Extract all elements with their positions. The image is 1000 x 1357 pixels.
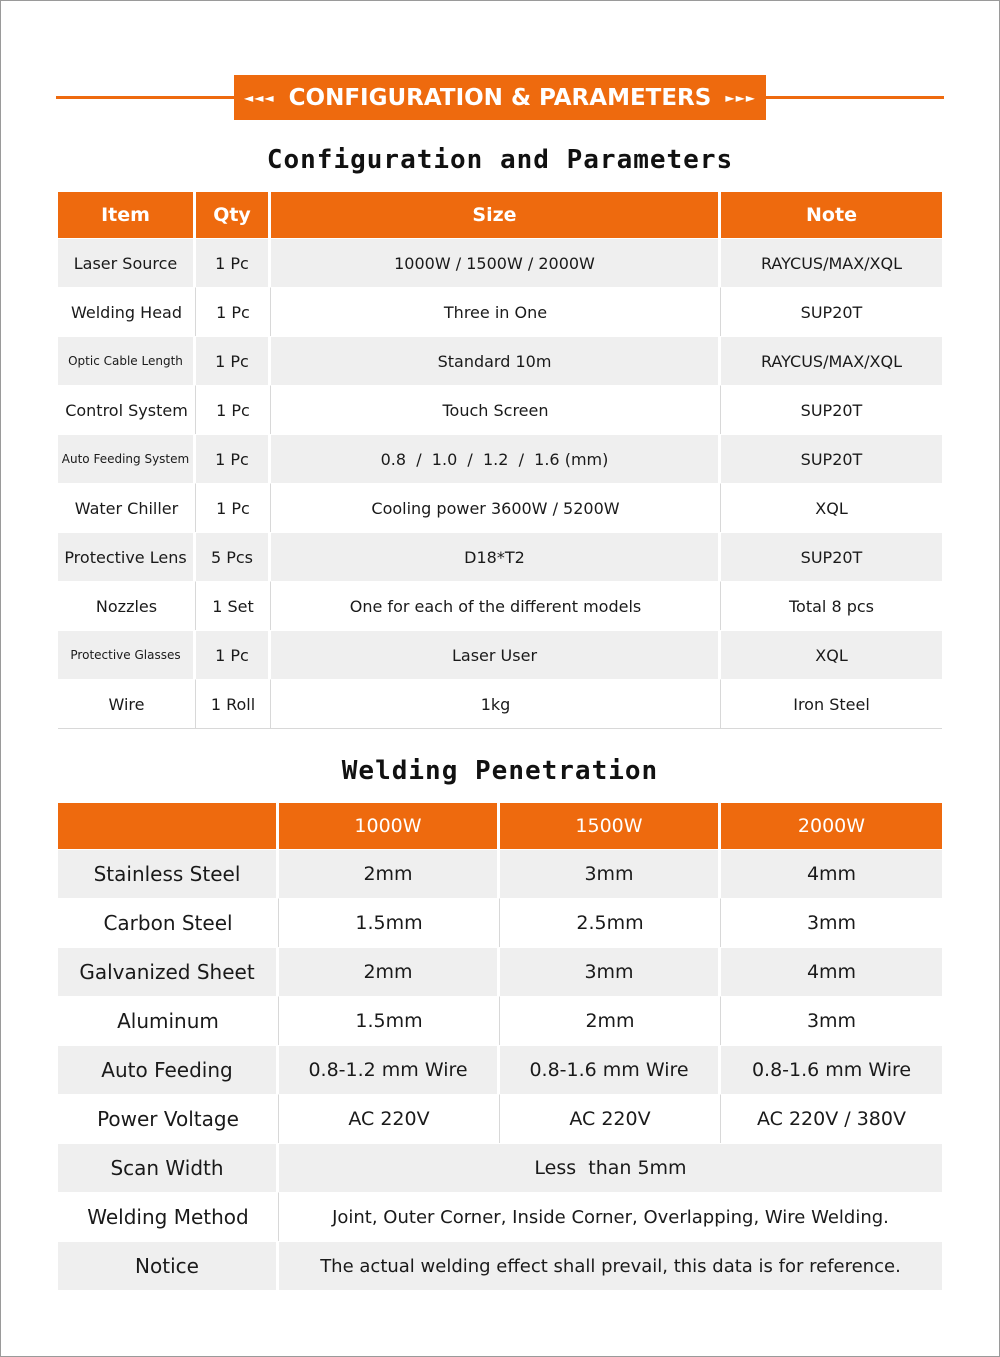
section-banner (234, 75, 766, 120)
value-cell: 2mm (500, 996, 721, 1045)
table-row (58, 581, 942, 630)
item-cell: Laser Source (58, 238, 196, 287)
material-cell: Aluminum (58, 996, 279, 1045)
value-cell: 3mm (500, 849, 721, 898)
value-cell: 3mm (721, 996, 942, 1045)
size-cell: Standard 10m (271, 336, 721, 385)
penetration-table (58, 803, 942, 1290)
table-row (58, 1094, 942, 1143)
value-cell: AC 220V (500, 1094, 721, 1143)
value-cell: AC 220V / 380V (721, 1094, 942, 1143)
material-cell: Galvanized Sheet (58, 947, 279, 996)
size-cell: Laser User (271, 630, 721, 679)
qty-cell: 1 Pc (196, 385, 271, 434)
value-cell: 2mm (279, 849, 500, 898)
item-cell: Protective Lens (58, 532, 196, 581)
header-2000w: 2000W (721, 803, 942, 849)
table-row (58, 996, 942, 1045)
penetration-header-row (58, 803, 942, 849)
header-size: Size (271, 192, 721, 238)
value-cell: AC 220V (279, 1094, 500, 1143)
value-cell: 0.8-1.6 mm Wire (500, 1045, 721, 1094)
header-note: Note (721, 192, 942, 238)
note-cell: XQL (721, 630, 942, 679)
item-cell: Protective Glasses (58, 630, 196, 679)
note-cell: SUP20T (721, 434, 942, 483)
note-cell: RAYCUS/MAX/XQL (721, 336, 942, 385)
note-cell: SUP20T (721, 385, 942, 434)
note-cell: SUP20T (721, 532, 942, 581)
left-arrows-icon: ◄◄◄ (243, 90, 275, 105)
material-cell: Notice (58, 1241, 279, 1290)
size-cell: One for each of the different models (271, 581, 721, 630)
value-cell: 4mm (721, 947, 942, 996)
table-row (58, 630, 942, 679)
table-row (58, 434, 942, 483)
qty-cell: 1 Pc (196, 630, 271, 679)
value-cell: 2.5mm (500, 898, 721, 947)
item-cell: Welding Head (58, 287, 196, 336)
header-blank (58, 803, 279, 849)
table-row (58, 849, 942, 898)
item-cell: Auto Feeding System (58, 434, 196, 483)
table-row (58, 679, 942, 729)
item-cell: Wire (58, 679, 196, 729)
table-row (58, 532, 942, 581)
qty-cell: 5 Pcs (196, 532, 271, 581)
note-cell: XQL (721, 483, 942, 532)
table-row (58, 1143, 942, 1192)
size-cell: Three in One (271, 287, 721, 336)
note-cell: Total 8 pcs (721, 581, 942, 630)
table-row (58, 336, 942, 385)
note-cell: Iron Steel (721, 679, 942, 729)
size-cell: Touch Screen (271, 385, 721, 434)
qty-cell: 1 Pc (196, 336, 271, 385)
header-1000w: 1000W (279, 803, 500, 849)
note-cell: RAYCUS/MAX/XQL (721, 238, 942, 287)
table-row (58, 238, 942, 287)
span-value-cell: Joint, Outer Corner, Inside Corner, Overlapping, Wire Welding. (279, 1192, 942, 1241)
config-table (58, 192, 942, 729)
material-cell: Auto Feeding (58, 1045, 279, 1094)
value-cell: 4mm (721, 849, 942, 898)
size-cell: D18*T2 (271, 532, 721, 581)
qty-cell: 1 Set (196, 581, 271, 630)
penetration-title: Welding Penetration (341, 756, 659, 786)
header-qty: Qty (196, 192, 271, 238)
size-cell: Cooling power 3600W / 5200W (271, 483, 721, 532)
config-title: Configuration and Parameters (266, 145, 734, 175)
item-cell: Control System (58, 385, 196, 434)
table-row (58, 1192, 942, 1241)
span-value-cell: Less than 5mm (279, 1143, 942, 1192)
item-cell: Water Chiller (58, 483, 196, 532)
config-header-row (58, 192, 942, 238)
note-cell: SUP20T (721, 287, 942, 336)
value-cell: 2mm (279, 947, 500, 996)
qty-cell: 1 Pc (196, 434, 271, 483)
qty-cell: 1 Pc (196, 483, 271, 532)
value-cell: 3mm (500, 947, 721, 996)
qty-cell: 1 Roll (196, 679, 271, 729)
material-cell: Scan Width (58, 1143, 279, 1192)
qty-cell: 1 Pc (196, 238, 271, 287)
table-row (58, 483, 942, 532)
value-cell: 0.8-1.6 mm Wire (721, 1045, 942, 1094)
right-arrows-icon: ►►► (725, 90, 757, 105)
table-row (58, 898, 942, 947)
material-cell: Power Voltage (58, 1094, 279, 1143)
qty-cell: 1 Pc (196, 287, 271, 336)
span-value-cell: The actual welding effect shall prevail, this data is for reference. (279, 1241, 942, 1290)
table-row (58, 1045, 942, 1094)
item-cell: Optic Cable Length (58, 336, 196, 385)
header-item: Item (58, 192, 196, 238)
value-cell: 1.5mm (279, 898, 500, 947)
banner-title: CONFIGURATION & PARAMETERS (288, 84, 712, 111)
value-cell: 1.5mm (279, 996, 500, 1045)
size-cell: 1kg (271, 679, 721, 729)
material-cell: Stainless Steel (58, 849, 279, 898)
header-1500w: 1500W (500, 803, 721, 849)
material-cell: Welding Method (58, 1192, 279, 1241)
table-row (58, 385, 942, 434)
material-cell: Carbon Steel (58, 898, 279, 947)
size-cell: 0.8 / 1.0 / 1.2 / 1.6 (mm) (271, 434, 721, 483)
table-row (58, 947, 942, 996)
table-row (58, 287, 942, 336)
size-cell: 1000W / 1500W / 2000W (271, 238, 721, 287)
value-cell: 0.8-1.2 mm Wire (279, 1045, 500, 1094)
table-row (58, 1241, 942, 1290)
item-cell: Nozzles (58, 581, 196, 630)
value-cell: 3mm (721, 898, 942, 947)
